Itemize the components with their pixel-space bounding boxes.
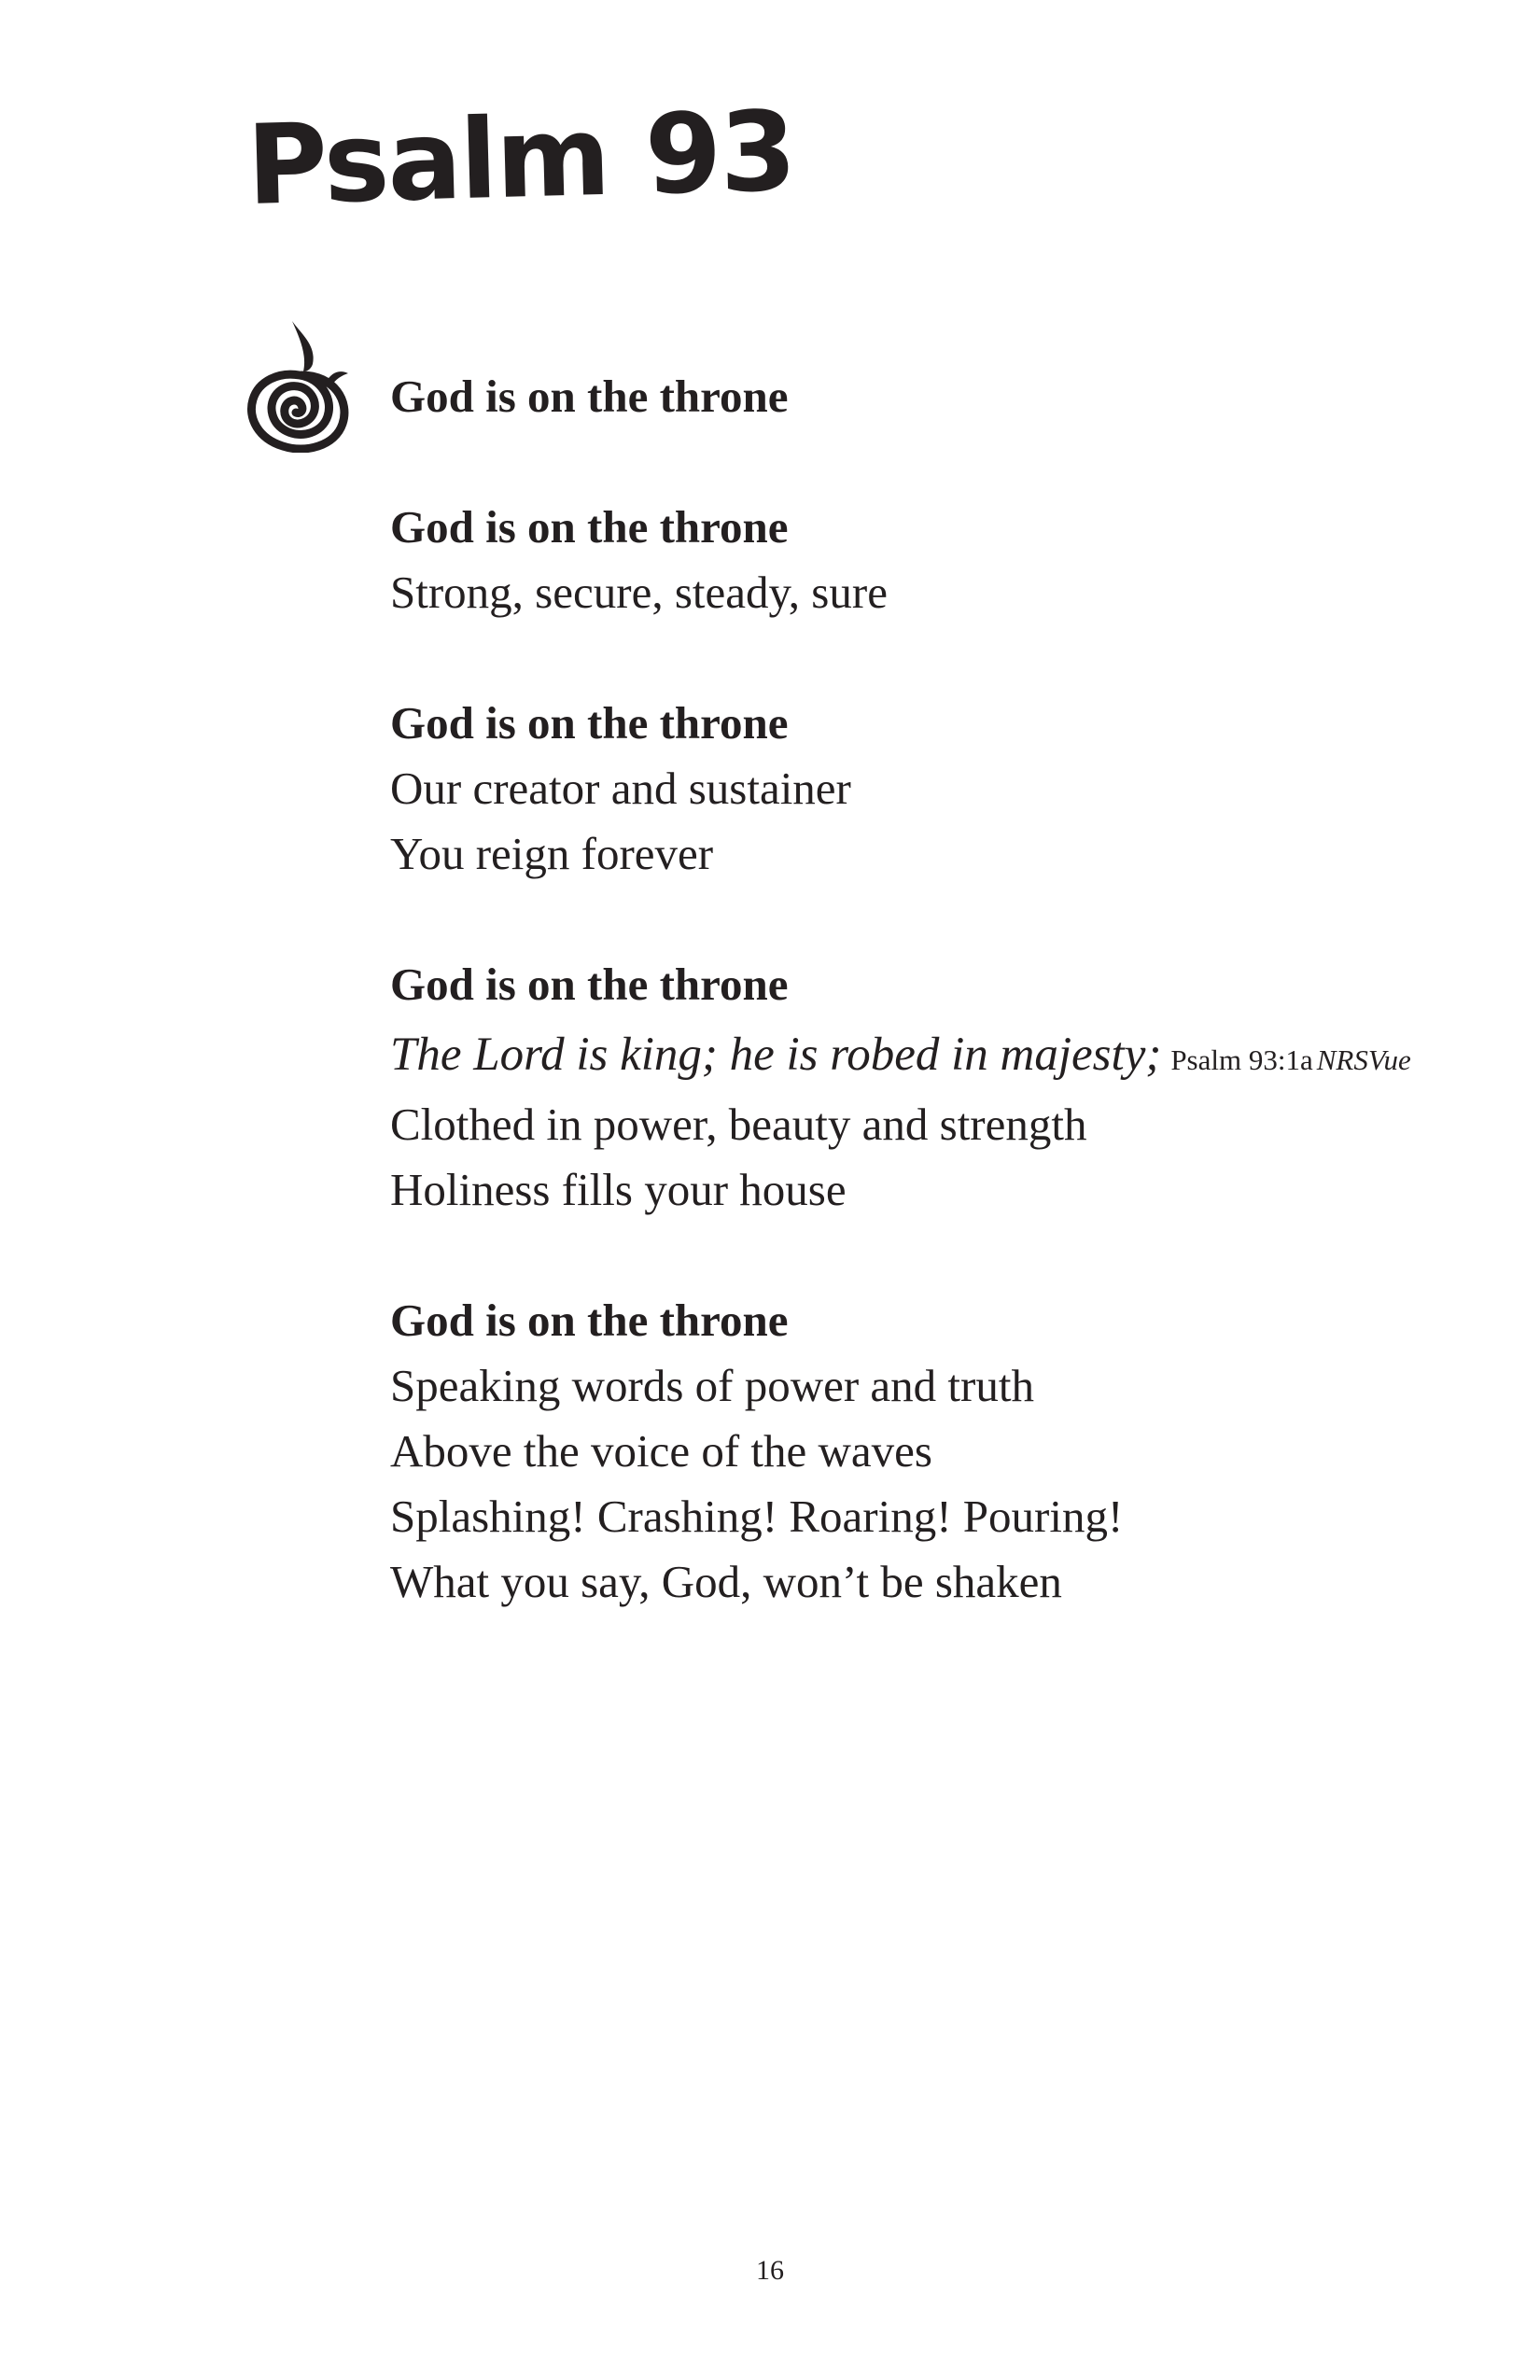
refrain-line: God is on the throne <box>390 501 789 553</box>
scripture-reference: Psalm 93:1a <box>1170 1043 1313 1076</box>
scripture-quote-line <box>390 1017 1473 1092</box>
page-number: 16 <box>756 2255 784 2286</box>
poem-line: Clothed in power, beauty and strength <box>390 1099 1087 1150</box>
poem-line: What you say, God, won’t be shaken <box>390 1556 1062 1607</box>
poem-line: Our creator and sustainer <box>390 763 851 814</box>
refrain-line: God is on the throne <box>390 697 789 749</box>
poem-line: Holiness fills your house <box>390 1164 847 1215</box>
poem-line: Splashing! Crashing! Roaring! Pouring! <box>390 1491 1124 1542</box>
refrain-line: God is on the throne <box>390 1295 789 1346</box>
poem-line: Above the voice of the waves <box>390 1425 932 1477</box>
poem-line: Speaking words of power and truth <box>390 1360 1034 1411</box>
spiral-icon <box>245 317 354 453</box>
refrain-line: God is on the throne <box>390 959 789 1010</box>
poem <box>390 364 1473 1615</box>
refrain-line: God is on the throne <box>390 371 789 422</box>
scripture-quote: The Lord is king; he is robed in majesty; <box>390 1029 1162 1081</box>
page-title: Psalm 93 <box>245 86 797 230</box>
poem-line: You reign forever <box>390 828 714 879</box>
poem-line: Strong, secure, steady, sure <box>390 567 888 618</box>
scripture-version: NRSVue <box>1316 1043 1411 1076</box>
